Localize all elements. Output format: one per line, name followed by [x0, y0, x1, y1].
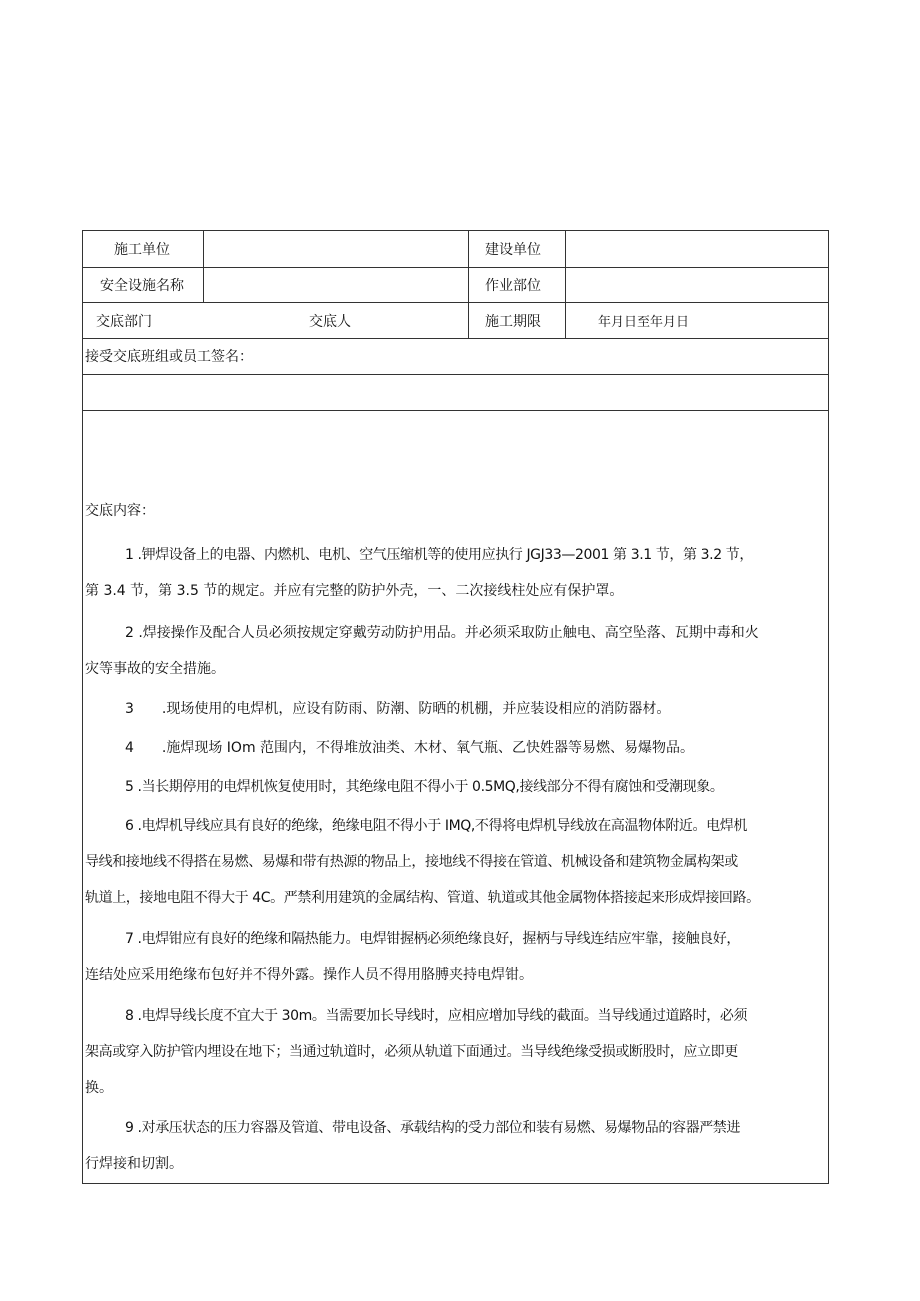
person-label: 交底人: [309, 314, 351, 330]
paragraph-line: 9 .对承压状态的压力容器及管道、带电设备、承载结构的受力部位和装有易燃、易爆物品的容器严禁进: [125, 1120, 741, 1136]
work-area-label: 作业部位: [485, 278, 541, 294]
safety-briefing-form: [82, 230, 829, 1184]
cell-divider: [203, 231, 204, 268]
paragraph-line: 2 .焊接操作及配合人员必须按规定穿戴劳动防护用品。并必须采取防止触电、高空坠落、瓦期中毒和火: [125, 625, 759, 641]
row-units: [83, 231, 828, 268]
clause-8: [83, 998, 828, 1106]
paragraph-line: 3 .现场使用的电焊机，应设有防雨、防潮、防晒的机棚，并应装设相应的消防器材。: [125, 701, 671, 717]
paragraph-line: 架高或穿入防护管内埋设在地下；当通过轨道时，必须从轨道下面通过。当导线绝缘受损或断股时，应立即更: [85, 1044, 738, 1060]
clause-6: [83, 808, 828, 916]
paragraph-line: 7 .电焊钳应有良好的绝缘和隔热能力。电焊钳握柄必须绝缘良好，握柄与导线连结应牢靠，接触良好，: [125, 931, 741, 947]
paragraph-line: 4 .施焊现场 IOm 范围内，不得堆放油类、木材、氧气瓶、乙快姓器等易燃、易爆物品。: [125, 740, 695, 756]
clause-7: [83, 921, 828, 993]
paragraph-line: 5 .当长期停用的电焊机恢复使用时，其绝缘电阻不得小于 0.5MQ,接线部分不得有腐蚀和受潮现象。: [125, 779, 724, 795]
clause-2: [83, 615, 828, 687]
cell-divider: [468, 303, 469, 339]
cell-divider: [565, 268, 566, 303]
signature-field[interactable]: [83, 375, 828, 411]
build-unit-label: 建设单位: [485, 242, 541, 258]
paragraph-line: 行焊接和切割。: [85, 1156, 183, 1172]
construction-unit-label: 施工单位: [114, 242, 170, 258]
paragraph-line: 6 .电焊机导线应具有良好的绝缘，绝缘电阻不得小于 IMQ,不得将电焊机导线放在高温物体附近。电焊机: [125, 818, 747, 834]
facility-name-label: 安全设施名称: [100, 278, 184, 294]
paragraph-line: 8 .电焊导线长度不宜大于 30m。当需要加长导线时，应相应增加导线的截面。当导线通过道路时，必须: [125, 1008, 748, 1024]
clause-3: [83, 691, 828, 727]
paragraph-line: 连结处应采用绝缘布包好并不得外露。操作人员不得用胳膊夹持电焊钳。: [85, 967, 533, 983]
clause-4: [83, 730, 828, 766]
period-label: 施工期限: [485, 314, 541, 330]
clause-1: [83, 537, 828, 609]
cell-divider: [203, 268, 204, 303]
paragraph-line: 1 .钾焊设备上的电器、内燃机、电机、空气压缩机等的使用应执行 JGJ33—2001 第 3.1 节，第 3.2 节，: [125, 547, 753, 563]
signature-label: 接受交底班组或员工签名：: [85, 349, 253, 365]
content-title: 交底内容：: [85, 503, 155, 519]
paragraph-line: 第 3.4 节，第 3.5 节的规定。并应有完整的防护外壳，一、二次接线柱处应有保护罩。: [85, 583, 624, 599]
paragraph-line: 灾等事故的安全措施。: [85, 661, 225, 677]
cell-divider: [565, 303, 566, 339]
row-department: [83, 303, 828, 339]
row-signature-label: [83, 339, 828, 375]
paragraph-line: 导线和接地线不得搭在易燃、易爆和带有热源的物品上，接地线不得接在管道、机械设备和建筑物金属构架或: [85, 854, 738, 870]
cell-divider: [468, 231, 469, 268]
row-facility: [83, 268, 828, 303]
period-value: 年月日至年月日: [598, 315, 690, 330]
dept-label: 交底部门: [96, 314, 152, 330]
clause-9: [83, 1110, 828, 1182]
cell-divider: [565, 231, 566, 268]
paragraph-line: 换。: [85, 1080, 113, 1096]
paragraph-line: 轨道上，接地电阻不得大于 4C。严禁利用建筑的金属结构、管道、轨道或其他金属物体搭接起来形成焊接回路。: [85, 890, 760, 906]
clause-5: [83, 769, 828, 805]
cell-divider: [468, 268, 469, 303]
